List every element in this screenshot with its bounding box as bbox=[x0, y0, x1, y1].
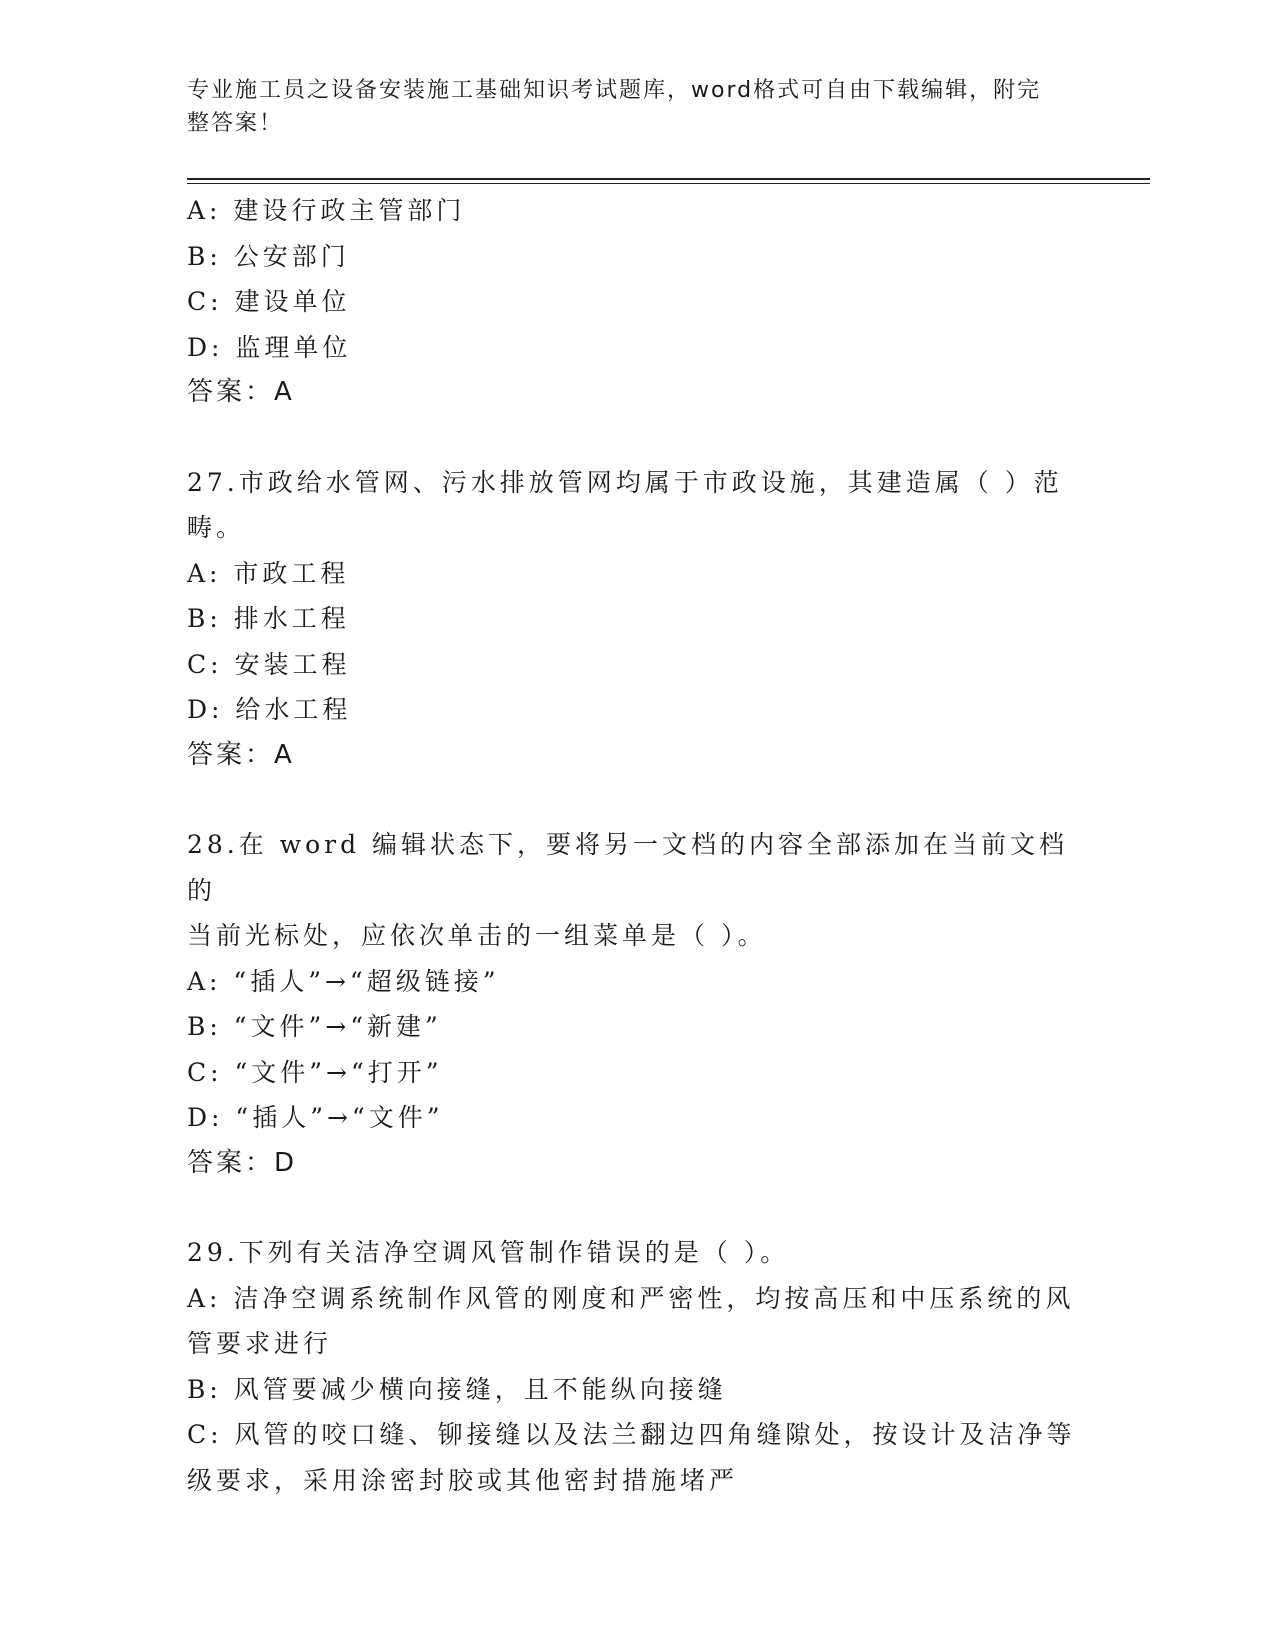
header-divider-thick bbox=[187, 178, 1150, 180]
question-27 bbox=[187, 460, 1087, 779]
option-a: A: 市政工程 bbox=[187, 558, 350, 588]
answer: 答案：D bbox=[187, 1147, 298, 1178]
spacer bbox=[187, 416, 1087, 460]
question-list bbox=[187, 188, 1087, 1503]
option-a: A: 建设行政主管部门 bbox=[187, 196, 466, 225]
question-stem: 28.在 word 编辑状态下，要将另一文档的内容全部添加在当前文档的 bbox=[187, 830, 1069, 905]
option-a-cont: 管要求进行 bbox=[187, 1329, 333, 1358]
answer: 答案：A bbox=[187, 739, 295, 770]
document-header bbox=[187, 74, 1087, 140]
header-line-2: 整答案！ bbox=[187, 111, 284, 136]
question-stem-cont: 畴。 bbox=[187, 513, 246, 542]
option-c: C: 风管的咬口缝、铆接缝以及法兰翻边四角缝隙处，按设计及洁净等 bbox=[187, 1420, 1076, 1449]
option-a: A: 洁净空调系统制作风管的刚度和严密性，均按高压和中压系统的风 bbox=[187, 1283, 1075, 1313]
question-29 bbox=[187, 1230, 1087, 1503]
header-line-1: 专业施工员之设备安装施工基础知识考试题库，word格式可自由下载编辑，附完 bbox=[187, 78, 1042, 103]
option-b: B: 公安部门 bbox=[187, 241, 350, 271]
option-c: C: 建设单位 bbox=[187, 287, 351, 316]
option-d: D: 监理单位 bbox=[187, 332, 352, 362]
option-c-cont: 级要求，采用涂密封胶或其他密封措施堵严 bbox=[187, 1465, 739, 1495]
option-b: B: 排水工程 bbox=[187, 604, 350, 633]
answer: 答案：A bbox=[187, 377, 295, 407]
option-d: D: “插人”→“文件” bbox=[187, 1103, 444, 1132]
question-stem: 27.市政给水管网、污水排放管网均属于市政设施，其建造属（ ）范 bbox=[187, 467, 1063, 497]
option-d: D: 给水工程 bbox=[187, 695, 352, 724]
header-divider-thin bbox=[187, 183, 1150, 184]
option-a: A: “插人”→“超级链接” bbox=[187, 966, 500, 996]
option-b: B: 风管要减少横向接缝，且不能纵向接缝 bbox=[187, 1374, 727, 1404]
spacer bbox=[187, 778, 1087, 822]
question-stem: 29.下列有关洁净空调风管制作错误的是（ ）。 bbox=[187, 1238, 790, 1267]
option-c: C: “文件”→“打开” bbox=[187, 1057, 443, 1087]
question-28 bbox=[187, 822, 1087, 1186]
option-b: B: “文件”→“新建” bbox=[187, 1012, 442, 1041]
spacer bbox=[187, 1186, 1087, 1230]
question-26 bbox=[187, 188, 1087, 416]
option-c: C: 安装工程 bbox=[187, 649, 351, 679]
question-stem-cont: 当前光标处，应依次单击的一组菜单是（ ）。 bbox=[187, 921, 767, 950]
